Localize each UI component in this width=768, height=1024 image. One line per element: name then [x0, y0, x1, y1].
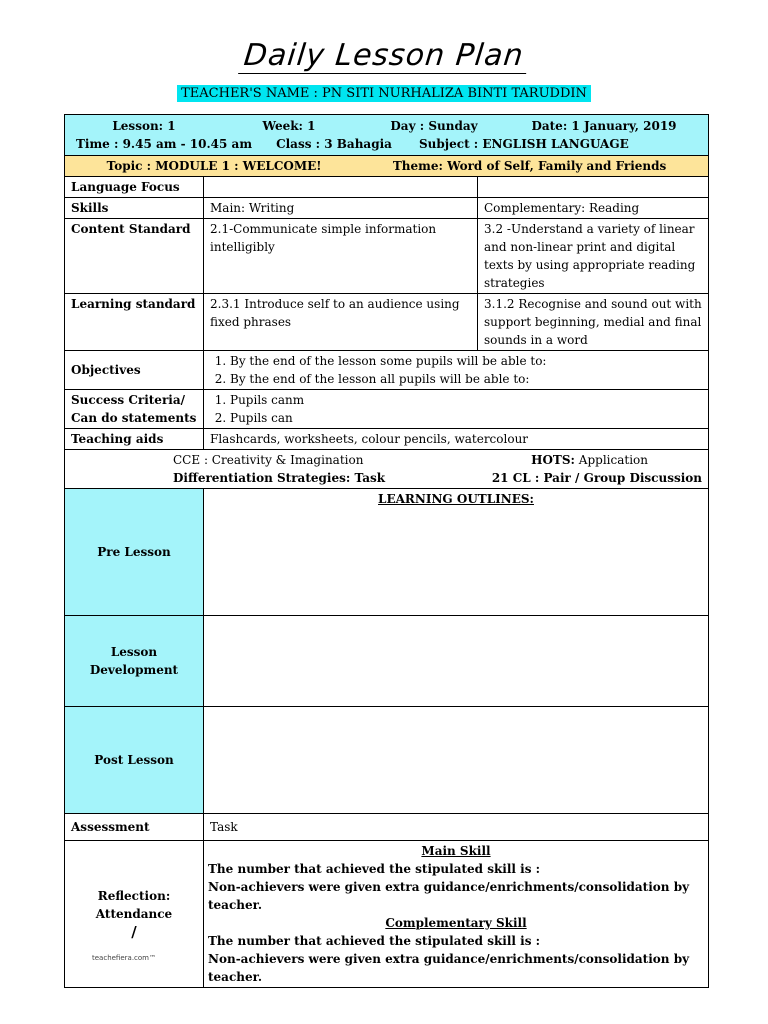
main-skill-heading: Main Skill [421, 844, 491, 858]
post-lesson-row [65, 707, 709, 814]
list-item: 1. By the end of the lesson some pupils will be able to: [230, 352, 702, 370]
success-criteria-label: Success Criteria/ [71, 393, 185, 407]
lesson-plan-table [64, 114, 709, 988]
footer-credit: teachefiera.com™ [92, 954, 156, 962]
cce-row [65, 450, 709, 489]
header-row [65, 115, 709, 156]
list-item: 2. By the end of the lesson all pupils will be able to: [230, 370, 702, 388]
assessment-row [65, 814, 709, 841]
teaching-aids-value: Flashcards, worksheets, colour pencils, watercolour [204, 429, 709, 450]
teaching-aids-label: Teaching aids [65, 429, 204, 450]
objectives-label: Objectives [65, 351, 204, 390]
objectives-list [210, 352, 702, 388]
post-lesson-label: Post Lesson [65, 707, 204, 814]
learning-standard-main: 2.3.1 Introduce self to an audience using fixed phrases [204, 294, 478, 351]
class: Class : 3 Bahagia [276, 137, 392, 151]
page-title: Daily Lesson Plan [0, 38, 768, 74]
day: Day : Sunday [390, 119, 478, 133]
week-number: Week: 1 [262, 119, 316, 133]
time: Time : 9.45 am - 10.45 am [75, 137, 253, 151]
success-criteria-row [65, 390, 709, 429]
reflection-line: Non-achievers were given extra guidance/enrichments/consolidation by teacher. [208, 952, 690, 984]
reflection-line: The number that achieved the stipulated skill is : [208, 862, 541, 876]
lesson-development-row [65, 616, 709, 707]
learning-standard-row [65, 294, 709, 351]
learning-standard-label: Learning standard [65, 294, 204, 351]
teacher-name: TEACHER'S NAME : PN SITI NURHALIZA BINTI TARUDDIN [0, 86, 768, 101]
language-focus-row [65, 177, 709, 198]
differentiation-strategies: Differentiation Strategies: Task [173, 471, 386, 485]
list-item: 2. Pupils can [230, 409, 702, 427]
assessment-value: Task [204, 814, 709, 841]
lesson-number: Lesson: 1 [112, 119, 176, 133]
pre-lesson-row [65, 489, 709, 616]
cce: CCE : Creativity & Imagination [173, 453, 364, 467]
complementary-skill-heading: Complementary Skill [385, 916, 527, 930]
main-skill: Main: Writing [204, 198, 478, 219]
can-do-label: Can do statements [71, 411, 197, 425]
twenty-first-century-learning: 21 CL : Pair / Group Discussion [491, 471, 702, 485]
objectives-row [65, 351, 709, 390]
skills-label: Skills [65, 198, 204, 219]
complementary-skill: Complementary: Reading [478, 198, 709, 219]
reflection-row [65, 841, 709, 988]
content-standard-row [65, 219, 709, 294]
content-standard-main: 2.1-Communicate simple information intelligibly [204, 219, 478, 294]
reflection-line: Non-achievers were given extra guidance/enrichments/consolidation by teacher. [208, 880, 690, 912]
language-focus-label: Language Focus [65, 177, 204, 198]
lesson-development-content [204, 616, 709, 707]
reflection-line: The number that achieved the stipulated skill is : [208, 934, 541, 948]
topic-row [65, 156, 709, 177]
skills-row [65, 198, 709, 219]
success-criteria-list [210, 391, 702, 427]
learning-standard-comp: 3.1.2 Recognise and sound out with support beginning, medial and final sounds in a word [478, 294, 709, 351]
reflection-label: Reflection: Attendance / [65, 841, 204, 988]
lesson-development-label: Lesson Development [65, 616, 204, 707]
assessment-label: Assessment [65, 814, 204, 841]
list-item: 1. Pupils canm [230, 391, 702, 409]
topic: Topic : MODULE 1 : WELCOME! [106, 159, 322, 173]
date: Date: 1 January, 2019 [531, 119, 677, 133]
subject: Subject : ENGLISH LANGUAGE [419, 137, 629, 151]
teaching-aids-row [65, 429, 709, 450]
content-standard-label: Content Standard [65, 219, 204, 294]
theme: Theme: Word of Self, Family and Friends [392, 159, 667, 173]
content-standard-comp: 3.2 -Understand a variety of linear and non-linear print and digital texts by using appropriate reading strategies [478, 219, 709, 294]
learning-outlines-heading: LEARNING OUTLINES: [378, 492, 534, 506]
hots: HOTS: Application [531, 453, 648, 467]
pre-lesson-label: Pre Lesson [65, 489, 204, 616]
post-lesson-content [204, 707, 709, 814]
